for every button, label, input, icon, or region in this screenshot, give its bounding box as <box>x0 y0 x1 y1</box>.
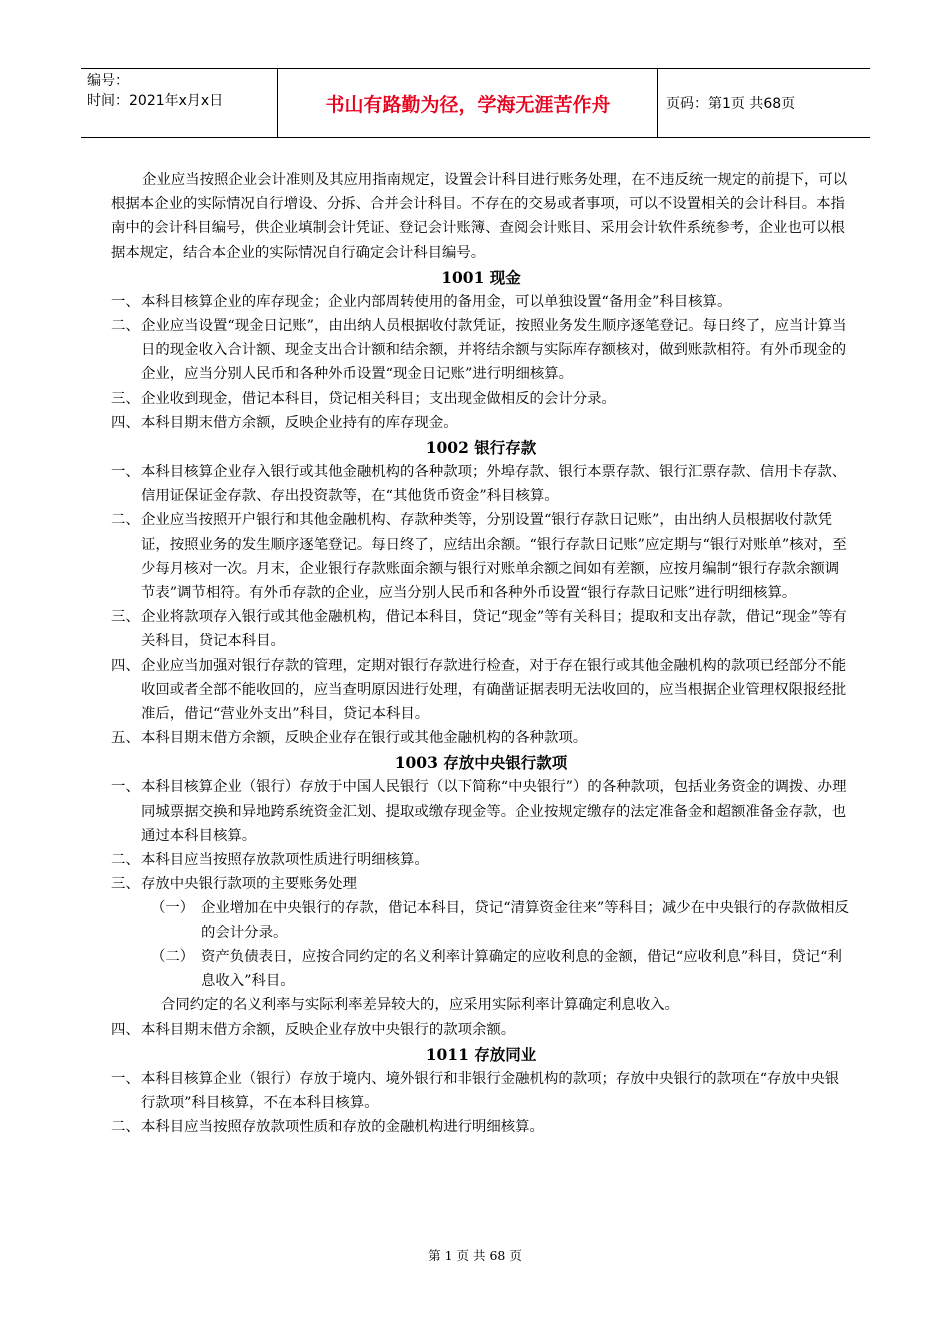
sub-item: （二） 资产负债表日，应按合同约定的名义利率计算确定的应收利息的金额，借记“应收利息”科目，贷记“利息收入”科目。 <box>151 948 842 990</box>
section-1001 <box>111 290 851 435</box>
header-page-label: 页码：第1页 共68页 <box>666 96 796 112</box>
sub-item: （一） 企业增加在中央银行的存款，借记本科目，贷记“清算资金往来”等科目；减少在中央银行的存款做相反的会计分录。 <box>151 900 849 941</box>
list-item: 四、 企业应当加强对银行存款的管理，定期对银行存款进行检查，对于存在银行或其他金融机构的款项已经部分不能收回或者全部不能收回的，应当查明原因进行处理，有确凿证据表明无法收回的，应当根据企业管理权限报经批准后，借记“营业外支出”科目，贷记本科目。 <box>111 657 847 723</box>
list-item: 五、 本科目期末借方余额，反映企业存在银行或其他金融机构的各种款项。 <box>111 730 588 747</box>
section-title-1003: 1003 存放中央银行款项 <box>394 753 568 773</box>
list-item: 二、 本科目应当按照存放款项性质进行明细核算。 <box>111 852 429 869</box>
sub-item-continuation: 合同约定的名义利率与实际利率差异较大的，应采用实际利率计算确定利息收入。 <box>161 997 680 1014</box>
list-item: 一、 本科目核算企业存入银行或其他金融机构的各种款项；外埠存款、银行本票存款、银行汇票存款、信用卡存款、信用证保证金存款、存出投资款等，在“其他货币资金”科目核算。 <box>111 464 847 505</box>
list-item: 二、 企业应当按照开户银行和其他金融机构、存款种类等，分别设置“银行存款日记账”，由出纳人员根据收付款凭证，按照业务的发生顺序逐笔登记。每日终了，应结出余额。“银行存款日记账”应定期与“银行对账单”核对，至少每月核对一次。月末，企业银行存款账面余额与银行对账单余额之间如有差额，应按月编制“银行存款余额调节表”调节相符。有外币存款的企业，应当分别人民币和各种外币设置“银行存款日记账”进行明细核算。 <box>111 512 847 602</box>
page-footer: 第 1 页 共 68 页 <box>428 1248 522 1263</box>
date-label: 时间：2021年x月x日 <box>87 93 224 109</box>
list-item: 四、 本科目期末借方余额，反映企业存放中央银行的款项余额。 <box>111 1021 516 1038</box>
list-item: 三、 企业将款项存入银行或其他金融机构，借记本科目，贷记“现金”等有关科目；提取和支出存款，借记“现金”等有关科目，贷记本科目。 <box>111 609 847 650</box>
section-title-1011: 1011 存放同业 <box>425 1044 537 1064</box>
section-1011 <box>111 1067 851 1140</box>
list-item: 一、 本科目核算企业的库存现金；企业内部周转使用的备用金，可以单独设置“备用金”科目核算。 <box>111 293 732 310</box>
list-item: 三、 存放中央银行款项的主要账务处理 <box>111 876 357 893</box>
number-label: 编号： <box>87 73 129 89</box>
document-body <box>111 168 851 1139</box>
list-item: 一、 本科目核算企业（银行）存放于中国人民银行（以下简称“中央银行”）的各种款项，包括业务资金的调拨、办理同城票据交换和异地跨系统资金汇划、提取或缴存现金等。企业按规定缴存的法定准备金和超额准备金存款，也通过本科目核算。 <box>111 779 847 844</box>
list-item: 四、 本科目期末借方余额，反映企业持有的库存现金。 <box>111 414 458 431</box>
section-1003 <box>111 775 851 1041</box>
header-motto: 书山有路勤为径，学海无涯苦作舟 <box>279 69 658 137</box>
intro-paragraph: 企业应当按照企业会计准则及其应用指南规定，设置会计科目进行账务处理，在不违反统一规定的前提下，可以根据本企业的实际情况自行增设、分拆、合并会计科目。不存在的交易或者事项，可以不设置相关的会计科目。本指南中的会计科目编号，供企业填制会计凭证、登记会计账簿、查阅会计账目、采用会计软件系统参考，企业也可以根据本规定，结合本企业的实际情况自行确定会计科目编号。 <box>111 172 848 261</box>
section-title-1001: 1001 现金 <box>441 267 521 287</box>
page-header <box>81 68 870 138</box>
list-item: 三、 企业收到现金，借记本科目，贷记相关科目；支出现金做相反的会计分录。 <box>111 390 616 407</box>
list-item: 二、 本科目应当按照存放款项性质和存放的金融机构进行明细核算。 <box>111 1119 544 1136</box>
list-item: 二、 企业应当设置“现金日记账”，由出纳人员根据收付款凭证，按照业务发生顺序逐笔登记。每日终了，应当计算当日的现金收入合计额、现金支出合计额和结余额，并将结余额与实际库存额核对，做到账款相符。有外币现金的企业，应当分别人民币和各种外币设置“现金日记账”进行明细核算。 <box>111 318 847 383</box>
section-1002 <box>111 460 851 750</box>
section-title-1002: 1002 银行存款 <box>425 438 537 458</box>
header-meta <box>81 69 278 137</box>
list-item: 一、 本科目核算企业（银行）存放于境内、境外银行和非银行金融机构的款项；存放中央银行的款项在“存放中央银行款项”科目核算，不在本科目核算。 <box>111 1070 840 1111</box>
